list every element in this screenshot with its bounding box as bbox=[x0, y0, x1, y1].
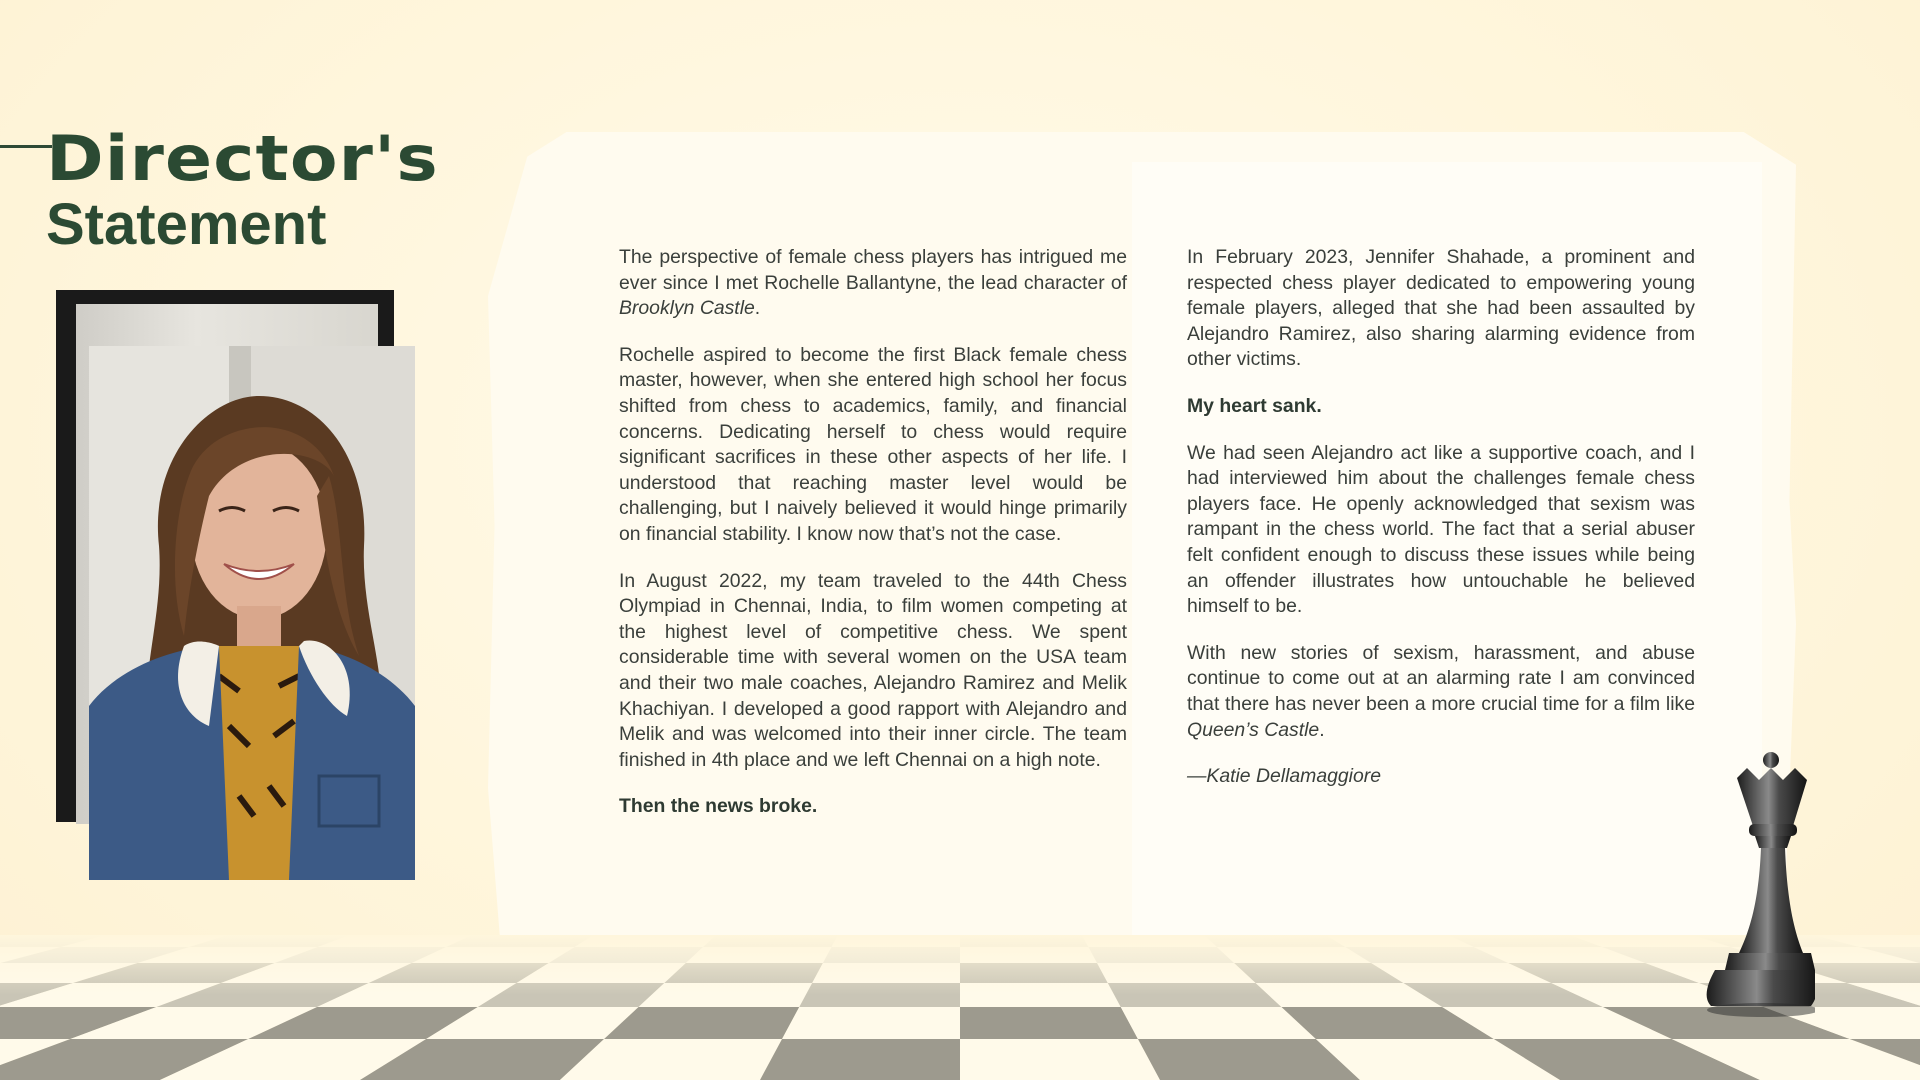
floor-tile bbox=[760, 1039, 960, 1080]
floor-tile bbox=[960, 1007, 1138, 1039]
left-paragraph-3: In August 2022, my team traveled to the 44th Chess Olympiad in Chennai, India, to film women competing at the highest level of competitive chess. We spent considerable time with several women on the USA team and their two male coaches, Alejandro Ramirez and Melik Khachiyan. I developed a good rapport with Alejandro and Melik and was welcomed into their inner circle. The team finished in 4th place and we left Chennai on a high note. bbox=[619, 569, 1127, 771]
floor-tile bbox=[1121, 1007, 1316, 1039]
left-paragraph-1: The perspective of female chess players has intrigued me ever since I met Rochelle Ballantyne, the lead character of Brooklyn Castle. bbox=[619, 246, 1127, 320]
signature: —Katie Dellamaggiore bbox=[1187, 765, 1382, 788]
floor-tile bbox=[782, 1007, 960, 1039]
right-paragraph-1: In February 2023, Jennifer Shahade, a prominent and respected chess player dedicated to empowering young female players, alleged that she had been assaulted by Alejandro Ramirez, also sharing alarming evidence from other victims. bbox=[1187, 246, 1695, 371]
left-paragraph-4: Then the news broke. bbox=[619, 795, 818, 818]
floor-tile bbox=[604, 1007, 799, 1039]
floor-tile bbox=[960, 1039, 1160, 1080]
page-subtitle: Statement bbox=[46, 192, 327, 257]
left-paragraph-2: Rochelle aspired to become the first Black female chess master, however, when she entered high school her focus shifted from chess to academics, family, and financial concerns. Dedicating herself to chess would require significant sacrifices in these other aspects of her life. I understood that reaching master level would be challenging, but I naively believed it would hinge primarily on financial stability. I know now that’s not the case. bbox=[619, 343, 1127, 545]
right-paragraph-3: We had seen Alejandro act like a supportive coach, and I had interviewed him about the challenges female chess players face. He openly acknowledged that sexism was rampant in the chess world. The fact that a serial abuser felt confident enough to discuss these issues while being an offender illustrates how untouchable he believed himself to be. bbox=[1187, 441, 1695, 618]
left-text-column bbox=[619, 245, 1127, 841]
title-accent-line bbox=[0, 145, 52, 148]
director-portrait bbox=[89, 346, 415, 880]
chess-queen-icon bbox=[1675, 748, 1815, 1018]
page-title: Director's bbox=[46, 122, 439, 195]
right-text-column bbox=[1187, 245, 1695, 811]
right-paragraph-4: With new stories of sexism, harassment, and abuse continue to come out at an alarming rate I am convinced that there has never been a more crucial time for a film like Queen’s Castle. bbox=[1187, 641, 1695, 741]
floor-fade bbox=[0, 935, 1920, 995]
right-paragraph-2: My heart sank. bbox=[1187, 394, 1322, 417]
